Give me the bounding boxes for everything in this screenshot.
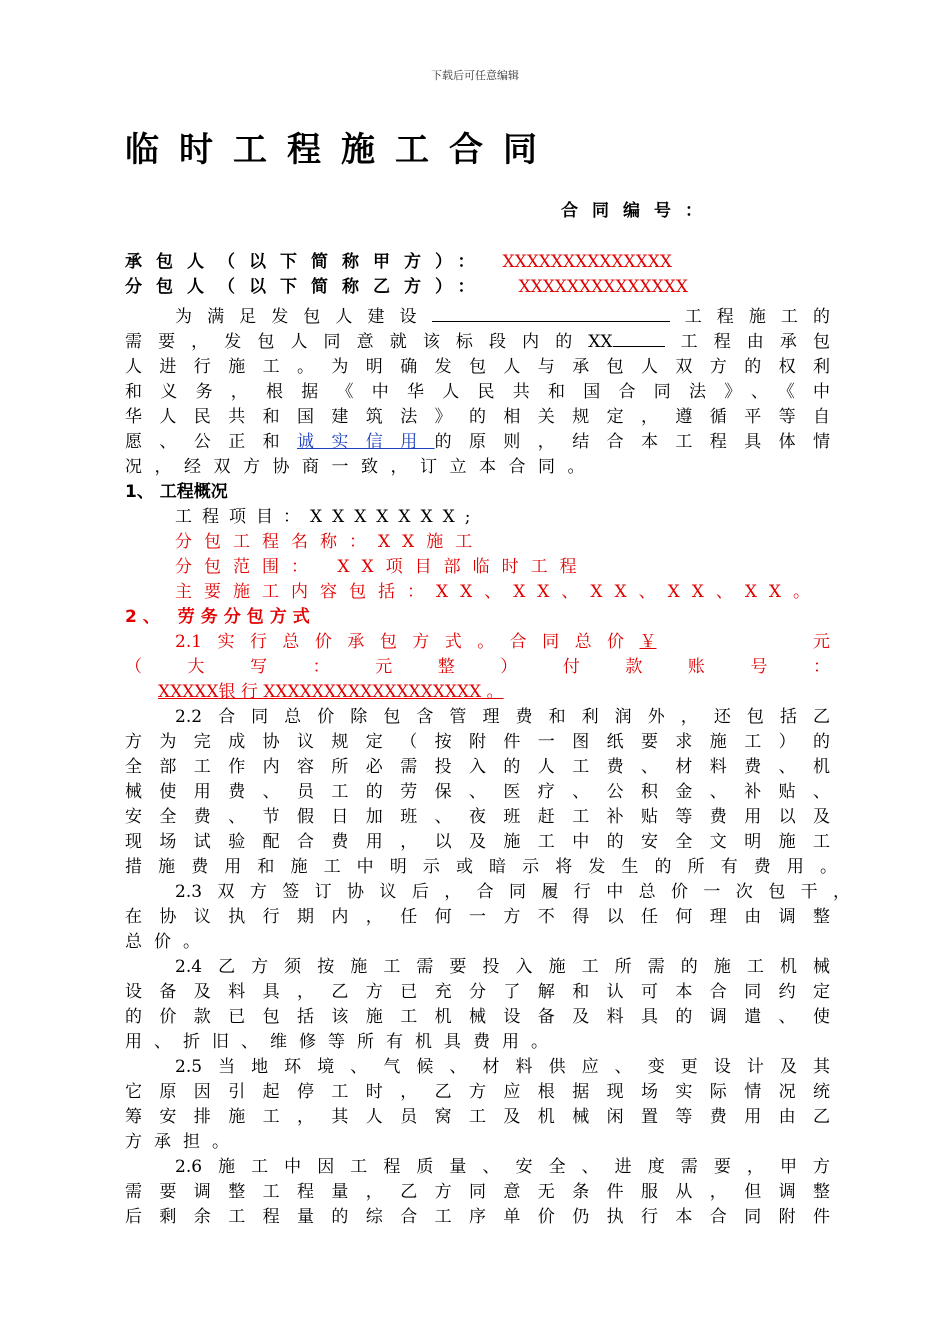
section-1-content: 主要施工内容包括：XX、XX、XX、XX、XX。: [175, 582, 823, 602]
p23-line-3: 总价。: [125, 932, 212, 952]
party-b-line: [125, 272, 688, 297]
payment-account-label: 元整）付款账号：: [375, 657, 831, 677]
intro-line-6: [125, 430, 830, 455]
intro-text: 需要，发包人同意就该标段内的XX: [125, 332, 613, 352]
intro-text: 愿、公正和: [125, 432, 297, 452]
intro-text: 工程施工的: [669, 307, 831, 327]
amount-in-words-label: （大写：: [125, 657, 376, 677]
p23-line-1: 2.3双方签订协议后，合同履行中总价一次包干，: [175, 882, 850, 902]
party-b-label: 分包人（以下简称乙方）：: [125, 277, 489, 297]
intro-text: 工程由承包: [664, 332, 830, 352]
party-b-value: XXXXXXXXXXXXXX: [518, 277, 688, 297]
intro-line-3: 人进行施工。为明确发包人与承包人双方的权利: [125, 357, 830, 377]
total-price-blank: [640, 630, 798, 655]
party-a-label: 承包人（以下简称甲方）：: [125, 252, 489, 272]
blank-underline: [613, 330, 665, 347]
p24-line-3: 的价款已包括该施工机械设备及料具的调遣、使: [125, 1007, 830, 1027]
document-title: 临时工程施工合同: [125, 130, 557, 170]
intro-line-4: 和义务，根据《中华人民共和国合同法》、《中: [125, 382, 830, 402]
p25-line-4: 方承担。: [125, 1132, 241, 1152]
p23-line-2: 在协议执行期内，任何一方不得以任何理由调整: [125, 907, 830, 927]
blank-underline: [432, 305, 670, 322]
watermark-text: 下载后可任意编辑: [431, 69, 519, 82]
p26-line-3: 后剩余工程量的综合工序单价仍执行本合同附件: [125, 1207, 830, 1227]
section-1-scope: 分包范围： XX项目部临时工程: [175, 557, 589, 577]
intro-text: 的原则，结合本工程具体情: [434, 432, 831, 452]
p22-line-3: 全部工作内容所必需投入的人工费、材料费、机: [125, 757, 830, 777]
contract-number-label: 合同编号：: [561, 201, 716, 221]
p24-line-4: 用、折旧、维修等所有机具费用。: [125, 1032, 560, 1052]
p22-line-1: 2.2合同总价除包含管理费和利润外，还包括乙: [175, 707, 830, 727]
p21-line-2: [125, 655, 830, 680]
intro-text: 为满足发包人建设: [175, 307, 432, 327]
yuan-unit: 元: [797, 632, 830, 652]
p21-text: 2.1实行总价承包方式。合同总价: [175, 632, 640, 652]
p22-line-2: 方为完成协议规定（按附件一图纸要求施工）的: [125, 732, 830, 752]
party-a-line: [125, 247, 672, 272]
p21-line-3-bank: XXXXX银 行 XXXXXXXXXXXXXXXXXX 。: [158, 682, 504, 702]
p25-line-2: 它原因引起停工时，乙方应根据现场实际情况统: [125, 1082, 830, 1102]
p25-line-3: 筹安排施工，其人员窝工及机械闲置等费用由乙: [125, 1107, 830, 1127]
section-2-heading: 2、 劳务分包方式: [125, 607, 316, 627]
section-1-project: 工程项目：XXXXXXX;: [175, 507, 481, 527]
p24-line-1: 2.4乙方须按施工需要投入施工所需的施工机械: [175, 957, 830, 977]
intro-line-7: 况，经双方协商一致，订立本合同。: [125, 457, 597, 477]
yen-symbol: ￥: [639, 632, 657, 652]
p25-line-1: 2.5当地环境、气候、材料供应、变更设计及其: [175, 1057, 830, 1077]
section-1-sub-name: 分包工程名称：XX施工: [175, 532, 485, 552]
intro-line-1: [175, 305, 830, 330]
section-1-heading: 1、 工程概况: [125, 482, 228, 502]
integrity-link-text: 诚实信用: [297, 432, 435, 452]
p26-line-2: 需要调整工程量，乙方同意无条件服从，但调整: [125, 1182, 830, 1202]
party-a-value: XXXXXXXXXXXXXX: [502, 252, 672, 272]
p26-line-1: 2.6施工中因工程质量、安全、进度需要，甲方: [175, 1157, 830, 1177]
intro-line-5: 华人民共和国建筑法》的相关规定，遵循平等自: [125, 407, 830, 427]
intro-line-2: [125, 330, 830, 355]
p24-line-2: 设备及料具，乙方已充分了解和认可本合同约定: [125, 982, 830, 1002]
p22-line-7: 措施费用和施工中明示或暗示将发生的所有费用。: [125, 857, 837, 877]
p21-line-1: [175, 630, 830, 655]
p22-line-4: 械使用费、员工的劳保、医疗、公积金、补贴、: [125, 782, 830, 802]
p22-line-6: 现场试验配合费用，以及施工中的安全文明施工: [125, 832, 830, 852]
p22-line-5: 安全费、节假日加班、夜班赶工补贴等费用以及: [125, 807, 830, 827]
